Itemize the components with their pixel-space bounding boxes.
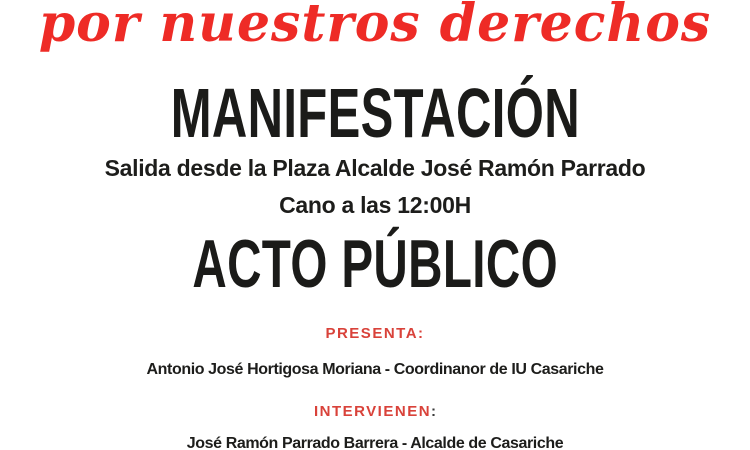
details-line-2: Cano a las 12:00H — [279, 192, 471, 218]
secondary-title-text: ACTO PÚBLICO — [192, 226, 558, 302]
speaker-line: José Ramón Parrado Barrera - Alcalde de Casariche — [186, 435, 564, 450]
tagline-script: por nuestros derechos — [38, 0, 712, 54]
intervienen-label — [0, 403, 750, 420]
presenta-label: PRESENTA: — [325, 325, 425, 342]
main-title-text: MANIFESTACIÓN — [170, 74, 580, 152]
event-details — [0, 150, 750, 224]
details-line-1: Salida desde la Plaza Alcalde José Ramón Parrado — [104, 155, 646, 181]
intervienen-label-text: INTERVIENEN — [313, 403, 432, 420]
main-title — [0, 74, 750, 152]
presenta-name: Antonio José Hortigosa Moriana - Coordinanor de IU Casariche — [146, 361, 604, 378]
intervienen-colon: : — [431, 403, 437, 420]
secondary-title — [0, 226, 750, 302]
